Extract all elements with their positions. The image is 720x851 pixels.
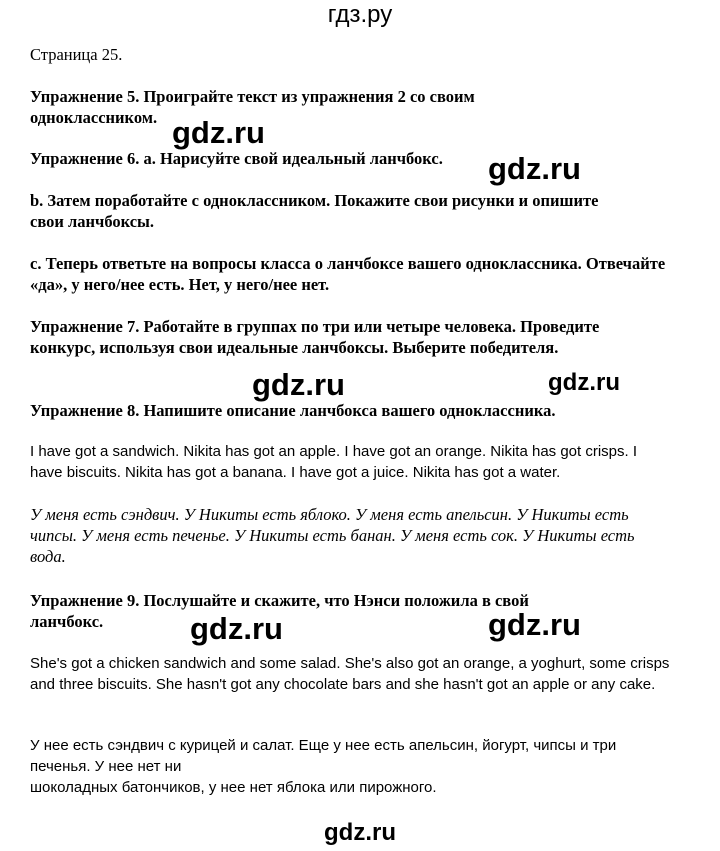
watermark: gdz.ru [488, 151, 581, 186]
watermark: gdz.ru [190, 611, 283, 646]
exercise-9-russian-answer-line1: У нее есть сэндвич с курицей и салат. Еще у нее есть апельсин, йогурт, чипсы и три печенья. У нее нет ни [30, 737, 617, 775]
exercise-9-russian-answer-line2: шоколадных батончиков, у нее нет яблока или пирожного. [30, 779, 437, 796]
exercise-9-english-answer: She's got a chicken sandwich and some salad. She's also got an orange, a yoghurt, some crisps and three biscuits. She hasn't got any chocolate bars and she hasn't got an apple or any cake. [30, 655, 670, 693]
watermark: gdz.ru [488, 607, 581, 642]
exercise-8-title: Упражнение 8. Напишите описание ланчбокса вашего одноклассника. [30, 401, 556, 420]
exercise-8-english-answer: I have got a sandwich. Nikita has got an apple. I have got an orange. Nikita has got crisps. I have biscuits. Nikita has got a banana. I have got a juice. Nikita has got a water. [30, 443, 638, 481]
watermark: gdz.ru [172, 115, 265, 150]
exercise-5-title: Упражнение 5. Проиграйте текст из упражнения 2 со своим одноклассником. [30, 87, 475, 127]
site-footer: gdz.ru [324, 819, 396, 846]
site-header: гдз.ру [327, 1, 393, 28]
exercise-7-title: Упражнение 7. Работайте в группах по три или четыре человека. Проведите конкурс, используя свои идеальные ланчбоксы. Выберите победителя. [30, 317, 600, 357]
exercise-6a-title: Упражнение 6. a. Нарисуйте свой идеальный ланчбокс. [30, 149, 443, 168]
watermark: gdz.ru [548, 369, 620, 396]
page-label: Страница 25. [30, 45, 123, 64]
exercise-6b-text: b. Затем поработайте с одноклассником. Покажите свои рисунки и опишите свои ланчбоксы. [30, 191, 599, 231]
exercise-9-title: Упражнение 9. Послушайте и скажите, что Нэнси положила в свой ланчбокс. [30, 591, 529, 631]
exercise-8-russian-translation: У меня есть сэндвич. У Никиты есть яблоко. У меня есть апельсин. У Никиты есть чипсы. У меня есть печенье. У Никиты есть банан. У меня есть сок. У Никиты есть вода. [30, 505, 635, 566]
watermark: gdz.ru [252, 367, 345, 402]
exercise-6c-text: c. Теперь ответьте на вопросы класса о ланчбоксе вашего одноклассника. Отвечайте «да», у него/нее есть. Нет, у него/нее нет. [30, 254, 666, 294]
